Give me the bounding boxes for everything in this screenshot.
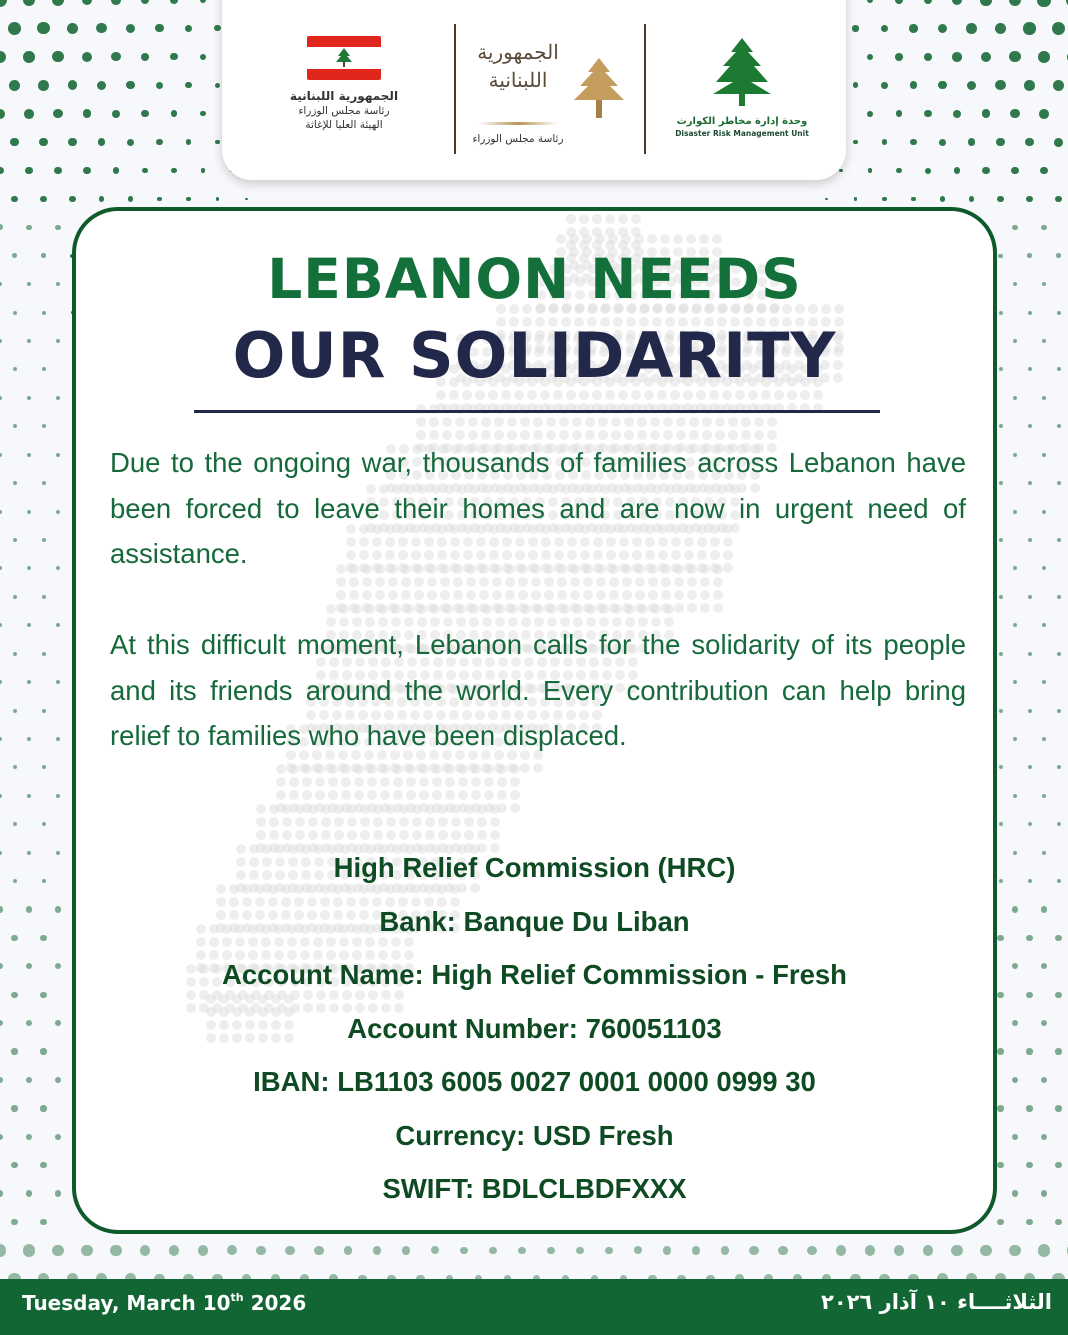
logo-divider bbox=[454, 24, 456, 154]
logo-drm-english: Disaster Risk Management Unit bbox=[675, 128, 809, 138]
date-footer-bar bbox=[0, 1279, 1068, 1335]
bank-currency: Currency: USD Fresh bbox=[395, 1119, 674, 1151]
logo-hrc-line3: الهيئة العليا للإغاثة bbox=[305, 119, 383, 132]
gold-rule bbox=[478, 122, 558, 125]
golden-cedar-icon bbox=[572, 58, 626, 120]
headline-line2: OUR SOLIDARITY bbox=[232, 319, 837, 392]
date-english: Tuesday, March 10th 2026 bbox=[22, 1291, 307, 1315]
bank-account-number: Account Number: 760051103 bbox=[347, 1012, 722, 1044]
logo-hrc bbox=[264, 36, 424, 133]
headline-divider bbox=[194, 410, 880, 413]
bank-name: Bank: Banque Du Liban bbox=[379, 905, 690, 937]
logo-hrc-line1: الجمهورية اللبنانية bbox=[289, 89, 399, 103]
logo-divider bbox=[644, 24, 646, 154]
bank-details bbox=[76, 841, 993, 1216]
logo-header-card bbox=[222, 0, 846, 180]
green-cedar-icon bbox=[711, 38, 773, 108]
bank-swift: SWIFT: BDLCLBDFXXX bbox=[382, 1173, 687, 1204]
headline-line1: LEBANON NEEDS bbox=[267, 247, 802, 311]
date-arabic: الثلاثــــاء ١٠ آذار ٢٠٢٦ bbox=[821, 1290, 1052, 1314]
logo-pcm bbox=[468, 38, 638, 148]
logo-pcm-calligraphy: الجمهورية اللبنانية bbox=[477, 40, 559, 92]
logo-hrc-line2: رئاسة مجلس الوزراء bbox=[298, 105, 390, 118]
logo-drm bbox=[672, 38, 812, 138]
bank-organization: High Relief Commission (HRC) bbox=[333, 852, 736, 883]
lebanon-flag-icon bbox=[307, 36, 381, 80]
bank-iban: IBAN: LB1103 6005 0027 0001 0000 0999 30 bbox=[253, 1066, 816, 1097]
logo-drm-arabic: وحدة إدارة مخاطر الكوارث bbox=[676, 116, 808, 127]
appeal-paragraph-1: Due to the ongoing war, thousands of families across Lebanon have been forced to leave their homes and are now in urgent need of assistance. bbox=[110, 447, 966, 569]
appeal-paragraph-2: At this difficult moment, Lebanon calls for the solidarity of its people and its friends around the world. Every contribution can help bring relief to families who have been displaced. bbox=[110, 629, 966, 751]
appeal-card bbox=[72, 207, 997, 1234]
bank-account-name: Account Name: High Relief Commission - Fresh bbox=[222, 959, 847, 990]
logo-pcm-subtitle: رئاسة مجلس الوزراء bbox=[472, 133, 564, 145]
